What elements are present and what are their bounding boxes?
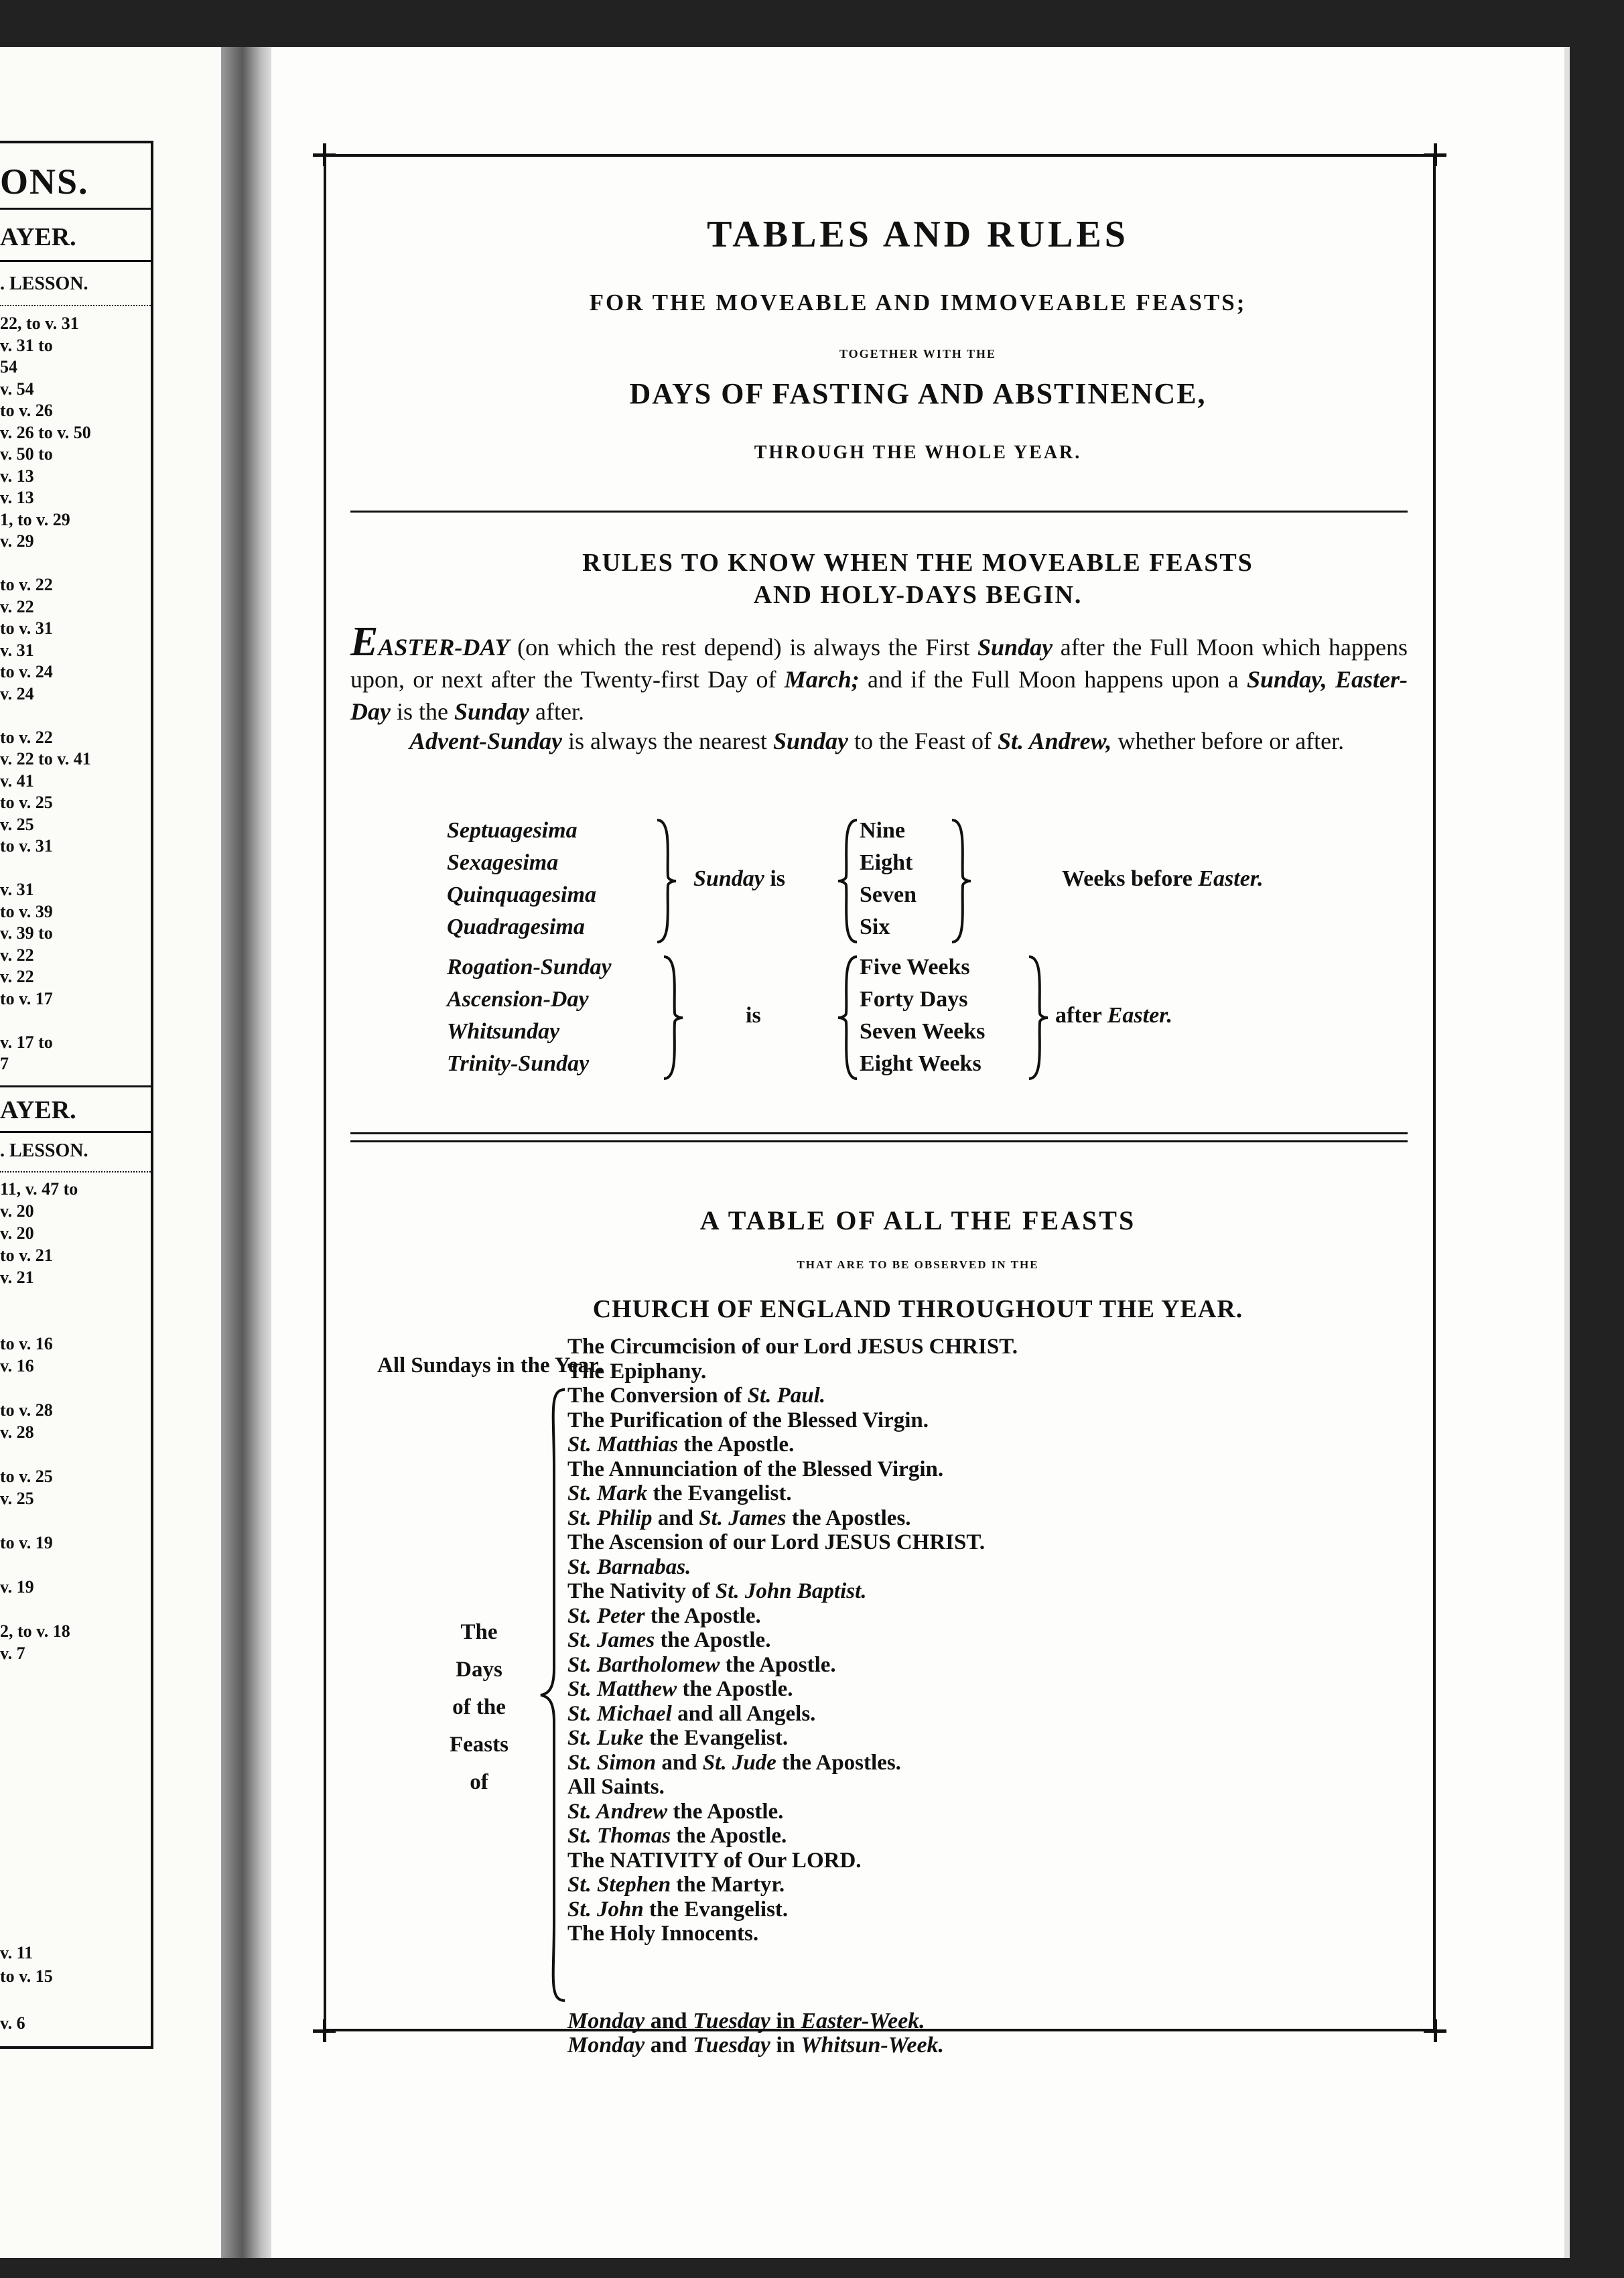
feast-item	[567, 1555, 1018, 1580]
saint-name: St. Barnabas.	[567, 1554, 691, 1579]
feast-text: the Apostles.	[786, 1505, 911, 1530]
easter-week-line: Monday and Tuesday in Easter-Week.	[567, 2009, 925, 2033]
lesson-reference: v. 50 to	[0, 444, 53, 464]
lesson-reference: v. 54	[0, 379, 34, 399]
feast-item	[567, 1359, 1018, 1384]
lesson-reference: v. 25	[0, 1489, 34, 1508]
lesson-reference: v. 6	[0, 2013, 25, 2033]
corner-ornament	[1424, 143, 1446, 166]
feast-text: the Apostle.	[677, 1677, 793, 1701]
lesson-reference: to v. 39	[0, 901, 53, 921]
feast-item	[567, 1579, 1018, 1604]
saint-name: St. Luke	[567, 1726, 644, 1750]
frame-left-rule	[324, 154, 326, 2031]
lesson-reference: 1, to v. 29	[0, 509, 70, 529]
feast-text: the Evangelist.	[647, 1481, 792, 1505]
lesson-reference: v. 22 to v. 41	[0, 749, 91, 768]
double-rule-top	[350, 1132, 1408, 1134]
sunday-is: Sunday is	[693, 866, 786, 891]
feast-item	[567, 1824, 1018, 1849]
easter-day-rule: EASTER-DAY (on which the rest depend) is always the First Sunday after the Full Moon which happens upon, or next after the Twenty-first Day of March; and if the Full Moon happens upon a Sunday, Easter-Day is the Sunday after.	[350, 619, 1408, 725]
previous-page-rule	[0, 1131, 151, 1133]
lesson-reference: v. 39 to	[0, 923, 53, 943]
frame-right-rule	[1433, 154, 1436, 2031]
together-with: TOGETHER WITH THE	[839, 347, 997, 360]
lesson-reference: v. 29	[0, 531, 34, 551]
lesson-reference: v. 26 to v. 50	[0, 422, 91, 442]
lesson-reference: v. 13	[0, 488, 34, 507]
feast-item	[567, 1604, 1018, 1629]
feast-item	[567, 1800, 1018, 1824]
feast-item	[567, 1481, 1018, 1506]
rules-heading: RULES TO KNOW WHEN THE MOVEABLE FEASTS	[582, 549, 1254, 577]
saint-name: St. Bartholomew	[567, 1652, 720, 1677]
sunday-names: Septuagesima Sexagesima Quinquagesima Quadragesima	[447, 818, 596, 939]
feast-item	[567, 1628, 1018, 1653]
through-the-year: THROUGH THE WHOLE YEAR.	[754, 442, 1082, 463]
holy-day-counts: Five Weeks Forty Days Seven Weeks Eight Weeks	[860, 955, 986, 1076]
feast-text: the Apostle.	[655, 1628, 771, 1652]
page-title: TABLES AND RULES	[707, 214, 1129, 255]
saint-name: St. James	[699, 1505, 787, 1530]
after-easter: after Easter.	[1055, 1003, 1173, 1028]
saint-name: St. John Baptist.	[715, 1579, 867, 1603]
lesson-reference: to v. 25	[0, 1467, 53, 1486]
feasts-sub: THAT ARE TO BE OBSERVED IN THE	[797, 1258, 1039, 1271]
saint-name: St. Jude	[702, 1750, 776, 1775]
lesson-reference: v. 31	[0, 880, 34, 899]
saint-name: St. Matthias	[567, 1432, 679, 1457]
previous-page-section-title-2: AYER.	[0, 1096, 76, 1124]
lesson-reference: to v. 26	[0, 401, 53, 420]
lesson-reference: v. 13	[0, 466, 34, 486]
lesson-reference: 54	[0, 357, 17, 377]
rules-heading-2: AND HOLY-DAYS BEGIN.	[753, 581, 1083, 609]
lesson-reference: to v. 25	[0, 793, 53, 812]
feast-text: the Apostles.	[776, 1750, 901, 1775]
lesson-reference: 2, to v. 18	[0, 1621, 70, 1641]
feast-text: the Apostle.	[667, 1799, 784, 1824]
section-rule	[350, 511, 1408, 513]
page-subtitle: FOR THE MOVEABLE AND IMMOVEABLE FEASTS;	[589, 289, 1247, 316]
church-of-england: CHURCH OF ENGLAND THROUGHOUT THE YEAR.	[592, 1295, 1243, 1323]
book-gutter	[221, 47, 275, 2258]
feast-text: The Annunciation of the Blessed Virgin.	[567, 1457, 944, 1481]
feast-text: the Evangelist.	[643, 1726, 789, 1750]
saint-name: St. James	[567, 1628, 655, 1652]
previous-page-rule	[0, 260, 151, 262]
feast-list	[567, 1335, 1018, 1946]
lesson-reference: v. 17 to	[0, 1032, 53, 1052]
feast-text: and all Angels.	[671, 1701, 816, 1726]
previous-page-rule	[0, 1085, 151, 1087]
saint-name: St. Matthew	[567, 1677, 677, 1701]
feast-item	[567, 1849, 1018, 1873]
feast-item	[567, 1873, 1018, 1897]
whitsun-week-line: Monday and Tuesday in Whitsun-Week.	[567, 2033, 945, 2058]
feast-item	[567, 1408, 1018, 1433]
saint-name: St. Thomas	[567, 1824, 671, 1848]
previous-page-heading: ONS.	[0, 161, 89, 202]
feast-text: The Ascension of our Lord JESUS CHRIST.	[567, 1530, 986, 1554]
saint-name: St. Andrew	[567, 1799, 668, 1824]
lesson-reference: v. 16	[0, 1356, 34, 1376]
feast-text: The Epiphany.	[567, 1359, 707, 1384]
lesson-reference: v. 19	[0, 1577, 34, 1597]
feast-text: The Holy Innocents.	[567, 1922, 759, 1946]
right-brace	[653, 817, 680, 945]
saint-name: St. Paul.	[747, 1384, 826, 1408]
lesson-reference: to v. 31	[0, 618, 53, 638]
lesson-reference: v. 22	[0, 945, 34, 965]
lesson-reference: v. 22	[0, 596, 34, 616]
lesson-reference: to v. 16	[0, 1334, 53, 1353]
previous-page-section-title: AYER.	[0, 223, 76, 251]
saint-name: St. John	[567, 1897, 644, 1922]
feast-item	[567, 1922, 1018, 1946]
feast-item	[567, 1384, 1018, 1408]
feast-item	[567, 1775, 1018, 1800]
right-brace	[1025, 954, 1052, 1081]
corner-ornament	[1424, 2019, 1446, 2042]
feast-text: The Circumcision of our Lord JESUS CHRIST.	[567, 1335, 1018, 1359]
right-brace	[660, 954, 687, 1081]
lesson-reference: to v. 15	[0, 1966, 53, 1986]
lesson-reference: to v. 28	[0, 1400, 53, 1420]
feast-item	[567, 1702, 1018, 1727]
feast-item	[567, 1432, 1018, 1457]
double-rule-bottom	[350, 1140, 1408, 1142]
previous-page-section-sub: . LESSON.	[0, 273, 88, 294]
weeks-before-easter: Weeks before Easter.	[1062, 866, 1264, 891]
lesson-reference: v. 41	[0, 770, 34, 791]
corner-ornament	[313, 143, 336, 166]
previous-page-dotted-rule	[0, 1171, 151, 1172]
lesson-reference: v. 11	[0, 1943, 33, 1962]
advent-sunday-rule: Advent-Sunday is always the nearest Sunday to the Feast of St. Andrew, whether before or after.	[409, 728, 1345, 754]
feast-text: and	[656, 1750, 703, 1775]
lesson-reference: to v. 22	[0, 727, 53, 747]
saint-name: St. Philip	[567, 1505, 653, 1530]
page-edge	[1564, 47, 1570, 2258]
left-brace	[834, 954, 861, 1081]
feast-text: the Apostle.	[645, 1603, 761, 1628]
feast-text: The Conversion of	[567, 1384, 748, 1408]
saint-name: St. Mark	[567, 1481, 648, 1505]
lesson-reference: 22, to v. 31	[0, 314, 79, 333]
lesson-reference: v. 20	[0, 1201, 34, 1221]
days-of-feasts-label: The Days of the Feasts of	[450, 1620, 509, 1794]
lesson-reference: v. 20	[0, 1223, 34, 1243]
lesson-reference: to v. 19	[0, 1533, 53, 1552]
feast-item	[567, 1457, 1018, 1482]
feast-text: the Evangelist.	[643, 1897, 789, 1922]
saint-name: St. Peter	[567, 1603, 645, 1628]
feast-text: The Nativity of	[567, 1579, 716, 1603]
lesson-reference: v. 24	[0, 683, 34, 704]
feast-text: and	[652, 1505, 699, 1530]
lesson-reference: to v. 24	[0, 662, 53, 681]
feast-item	[567, 1897, 1018, 1922]
lesson-reference: to v. 21	[0, 1246, 53, 1265]
feast-text: the Martyr.	[671, 1873, 785, 1897]
feast-item	[567, 1530, 1018, 1555]
lesson-reference: v. 22	[0, 967, 34, 986]
lesson-reference: v. 31 to	[0, 335, 53, 355]
feast-text: The Purification of the Blessed Virgin.	[567, 1408, 929, 1432]
feast-text: the Apostle.	[720, 1652, 836, 1677]
holy-day-names: Rogation-Sunday Ascension-Day Whitsunday Trinity-Sunday	[447, 955, 612, 1076]
feast-item	[567, 1751, 1018, 1776]
feast-text: the Apostle.	[671, 1824, 787, 1848]
frame-top-rule	[324, 154, 1436, 157]
feast-text: the Apostle.	[678, 1432, 795, 1457]
feast-item	[567, 1677, 1018, 1702]
feast-item	[567, 1653, 1018, 1678]
dropcap: E	[350, 619, 379, 665]
lesson-reference: to v. 17	[0, 988, 53, 1008]
feast-item	[567, 1506, 1018, 1531]
lesson-reference: v. 21	[0, 1268, 34, 1287]
feasts-heading: A TABLE OF ALL THE FEASTS	[699, 1205, 1136, 1235]
previous-page	[0, 47, 221, 2258]
previous-page-rule	[0, 208, 151, 210]
lesson-reference: v. 7	[0, 1644, 25, 1663]
week-counts: Nine Eight Seven Six	[860, 818, 917, 939]
lesson-reference: to v. 22	[0, 575, 53, 594]
days-of-fasting-title: DAYS OF FASTING AND ABSTINENCE,	[629, 377, 1207, 410]
lesson-reference: 11, v. 47 to	[0, 1179, 78, 1199]
corner-ornament	[313, 2019, 336, 2042]
lesson-reference: to v. 31	[0, 836, 53, 856]
right-brace	[948, 817, 975, 945]
feast-text: The NATIVITY of Our LORD.	[567, 1848, 862, 1873]
page	[271, 47, 1564, 2258]
lesson-reference: v. 25	[0, 814, 34, 834]
lesson-reference: 7	[0, 1054, 9, 1073]
saint-name: St. Michael	[567, 1701, 672, 1726]
holy-day-is: is	[746, 1003, 761, 1028]
previous-page-dotted-rule	[0, 305, 151, 306]
lesson-reference: v. 28	[0, 1422, 34, 1442]
saint-name: St. Simon	[567, 1750, 657, 1775]
lesson-reference: v. 31	[0, 640, 34, 660]
all-sundays: All Sundays in the Year.	[377, 1353, 602, 1378]
feast-item	[567, 1726, 1018, 1751]
feast-item	[567, 1335, 1018, 1359]
left-brace	[834, 817, 861, 945]
large-left-brace	[535, 1387, 569, 2003]
previous-page-section-sub-2: . LESSON.	[0, 1140, 88, 1161]
feast-text: All Saints.	[567, 1775, 665, 1799]
saint-name: St. Stephen	[567, 1873, 671, 1897]
